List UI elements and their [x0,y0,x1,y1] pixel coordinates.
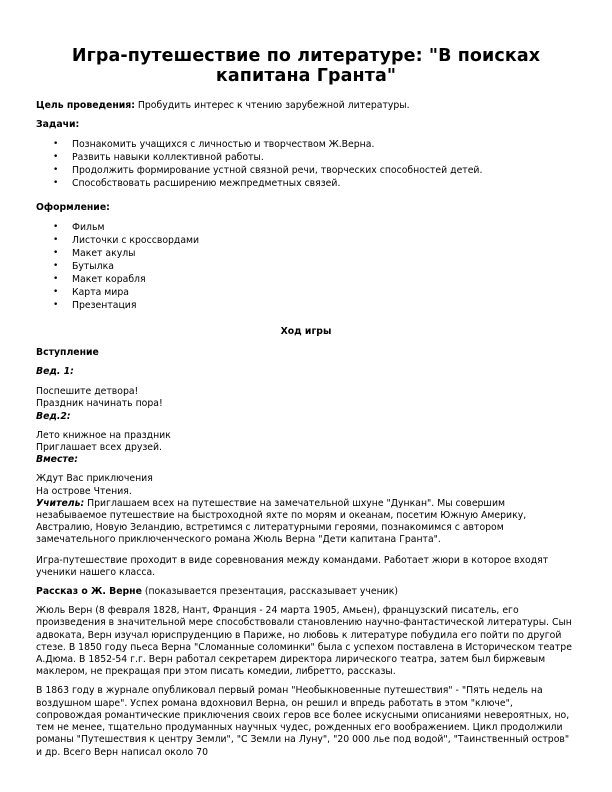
story-paragraph [36,586,576,598]
list-item: • Листочки с кроссвордами [36,234,576,247]
list-item: • Макет акулы [36,247,576,260]
together-line: На острове Чтения. [36,485,132,497]
goal-label: Цель проведения: [36,100,135,111]
ved1-label: Вед. 1: [36,366,74,378]
intro-heading: Вступление [36,346,99,358]
list-item: • Макет корабля [36,273,576,286]
list-item: • Развить навыки коллективной работы. [36,151,576,164]
story-label: Рассказ о Ж. Верне [36,586,142,598]
list-item: • Карта мира [36,286,576,299]
together-label: Вместе: [36,454,78,466]
ved1-line: Поспешите детвора! [36,386,139,398]
document-page [36,46,576,759]
decor-list [36,221,576,312]
tasks-list [36,138,576,190]
ved2-label: Вед.2: [36,410,71,422]
ved1-line: Праздник начинать пора! [36,398,163,410]
goal-paragraph [36,100,576,112]
list-item: • Бутылка [36,260,576,273]
list-item: • Презентация [36,299,576,312]
goal-text: Пробудить интерес к чтению зарубежной литературы. [134,100,410,111]
bio-paragraph-2: В 1863 году в журнале опубликовал первый роман "Необыкновенные путешествия" - "Пять недель на воздушном шаре". Успех романа вдохновил Верна, он решил и впредь работать в этом "ключе", сопровождая романтические приключения своих геров все более искусными описаниями невероятных, но, тем не менее, тщательно продуманных научных чудес, рожденных его воображением. Цикл продолжили романы "Путешествия к центру Земли", "С Земли на Луну", "20 000 лье под водой", "Таинственный остров" и др. Всего Верн написал около 70 [36,685,570,758]
teacher-label: Учитель: [36,497,85,509]
game-description: Игра-путешествие проходит в виде соревнования между командами. Работает жюри в которое входят ученики нашего класса. [36,554,549,578]
list-item: • Способствовать расширению межпредметных связей. [36,177,576,190]
ved2-line: Лето книжное на праздник [36,429,171,441]
bio-paragraph-1: Жюль Верн (8 февраля 1828, Нант, Франция - 24 марта 1905, Амьен), французский писатель, его произведения в значительной мере способствовали становлению научно-фантастической литературы. Сын адвоката, Верн изучал юриспруденцию в Париже, но любовь к литературе побудила его пойти по другой стезе. В 1850 году пьеса Верна "Сломанные соломинки" была с успехом поставлена в Историческом театре А.Дюма. В 1852-54 г.г. Верн работал секретарем директора лирического театра, затем был биржевым маклером, не прекращая при этом писать комедии, либретто, рассказы. [36,605,572,678]
course-heading: Ход игры [280,325,332,337]
teacher-paragraph [36,498,576,547]
list-item: • Продолжить формирование устной связной речи, творческих способностей детей. [36,164,576,177]
teacher-text: Приглашаем всех на путешествие на замечательной шхуне "Дункан". Мы совершим незабываемое путешествие на быстроходной яхте по морям и океанам, посетим Южную Америку, Австралию, Новую Зеландию, встретимся с литературными героями, познакомимся с автором замечательного приключенческого романа Жюль Верна "Дети капитана Гранта". [36,497,527,546]
story-note: (показывается презентация, рассказывает ученик) [141,586,398,598]
ved2-line: Приглашает всех друзей. [36,442,163,454]
list-item: • Познакомить учащихся с личностью и творчеством Ж.Верна. [36,138,576,151]
together-line: Ждут Вас приключения [36,473,153,485]
decor-heading: Оформление: [36,202,110,214]
tasks-heading: Задачи: [36,119,80,131]
list-item: • Фильм [36,221,576,234]
page-title: Игра-путешествие по литературе: "В поисках капитана Гранта" [71,46,541,86]
